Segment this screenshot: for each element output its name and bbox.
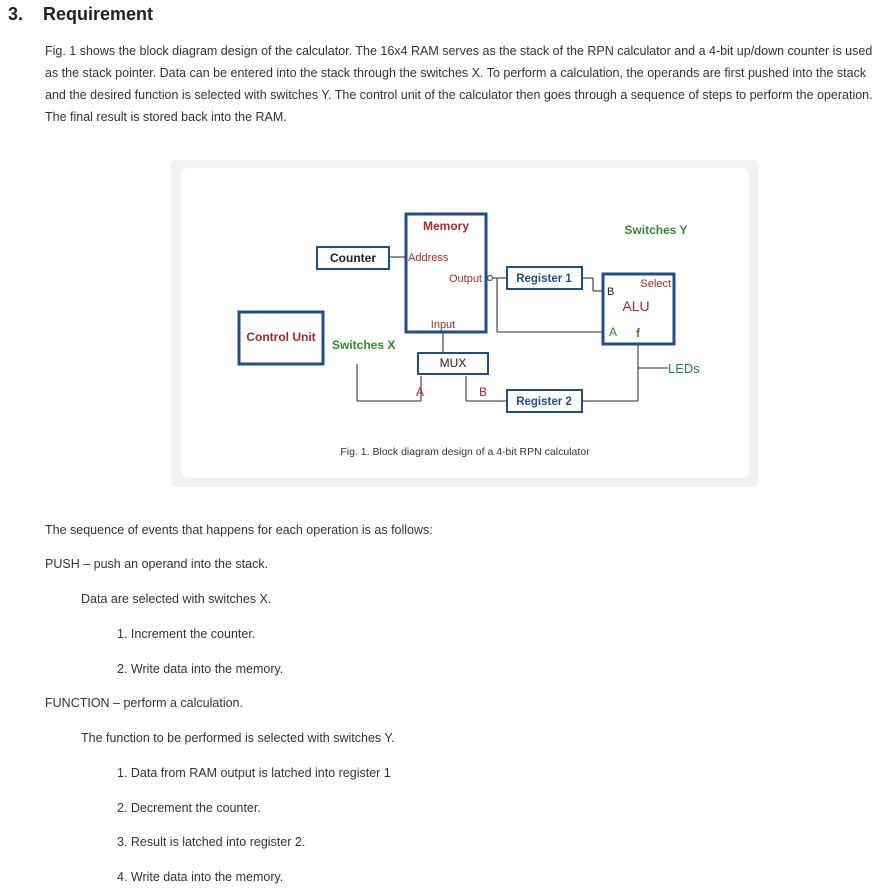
address-label: Address: [408, 252, 449, 264]
output-junction: [488, 276, 493, 281]
push-step: 2. Write data into the memory.: [117, 662, 284, 676]
mux-label: MUX: [439, 356, 467, 370]
alu-b-label: B: [607, 286, 615, 298]
switches-x-label: Switches X: [332, 338, 396, 352]
function-description: The function to be performed is selected with switches Y.: [81, 731, 395, 745]
section-heading: [0, 4, 883, 26]
function-step: 4. Write data into the memory.: [117, 870, 284, 884]
function-step: 2. Decrement the counter.: [117, 801, 261, 815]
push-title: PUSH – push an operand into the stack.: [45, 557, 269, 571]
alu-select-label: Select: [640, 278, 671, 290]
function-step: 3. Result is latched into register 2.: [117, 835, 306, 849]
register2-label: Register 2: [516, 396, 572, 408]
sequence-intro: The sequence of events that happens for each operation is as follows:: [45, 523, 433, 537]
push-description: Data are selected with switches X.: [81, 592, 272, 606]
control-unit-label: Control Unit: [246, 330, 316, 344]
memory-label: Memory: [422, 219, 470, 233]
function-title: FUNCTION – perform a calculation.: [45, 696, 243, 710]
section-title: Requirement: [43, 4, 154, 24]
figure-caption: Fig. 1. Block diagram design of a 4-bit RPN calculator: [340, 446, 590, 458]
mux-b-label: B: [478, 385, 488, 399]
register1-label: Register 1: [516, 273, 572, 285]
input-label: Input: [430, 319, 456, 331]
figure-panel: [171, 160, 759, 487]
section-number: 3.: [8, 4, 24, 24]
mux-a-label: A: [415, 385, 425, 399]
figure-card: [181, 168, 749, 478]
output-label: Output: [448, 273, 482, 285]
counter-label: Counter: [330, 251, 376, 265]
alu-a-label: A: [609, 325, 618, 339]
alu-label: ALU: [622, 298, 650, 314]
leds-label: LEDs: [668, 361, 700, 376]
function-step: 1. Data from RAM output is latched into register 1: [117, 766, 391, 780]
switches-y-label: Switches Y: [624, 223, 688, 237]
intro-paragraph: Fig. 1 shows the block diagram design of the calculator. The 16x4 RAM serves as the stack of the RPN calculator and a 4-bit up/down counter is used as the stack pointer. Data can be entered into the stack through the switches X. To perform a calculation, the operands are first pushed into the stack and the desired function is selected with switches Y. The control unit of the calculator then goes through a sequence of steps to perform the operation. The final result is stored back into the RAM.: [45, 44, 873, 124]
push-step: 1. Increment the counter.: [117, 627, 256, 641]
block-diagram: [181, 168, 749, 478]
alu-f-label: f: [636, 326, 640, 340]
